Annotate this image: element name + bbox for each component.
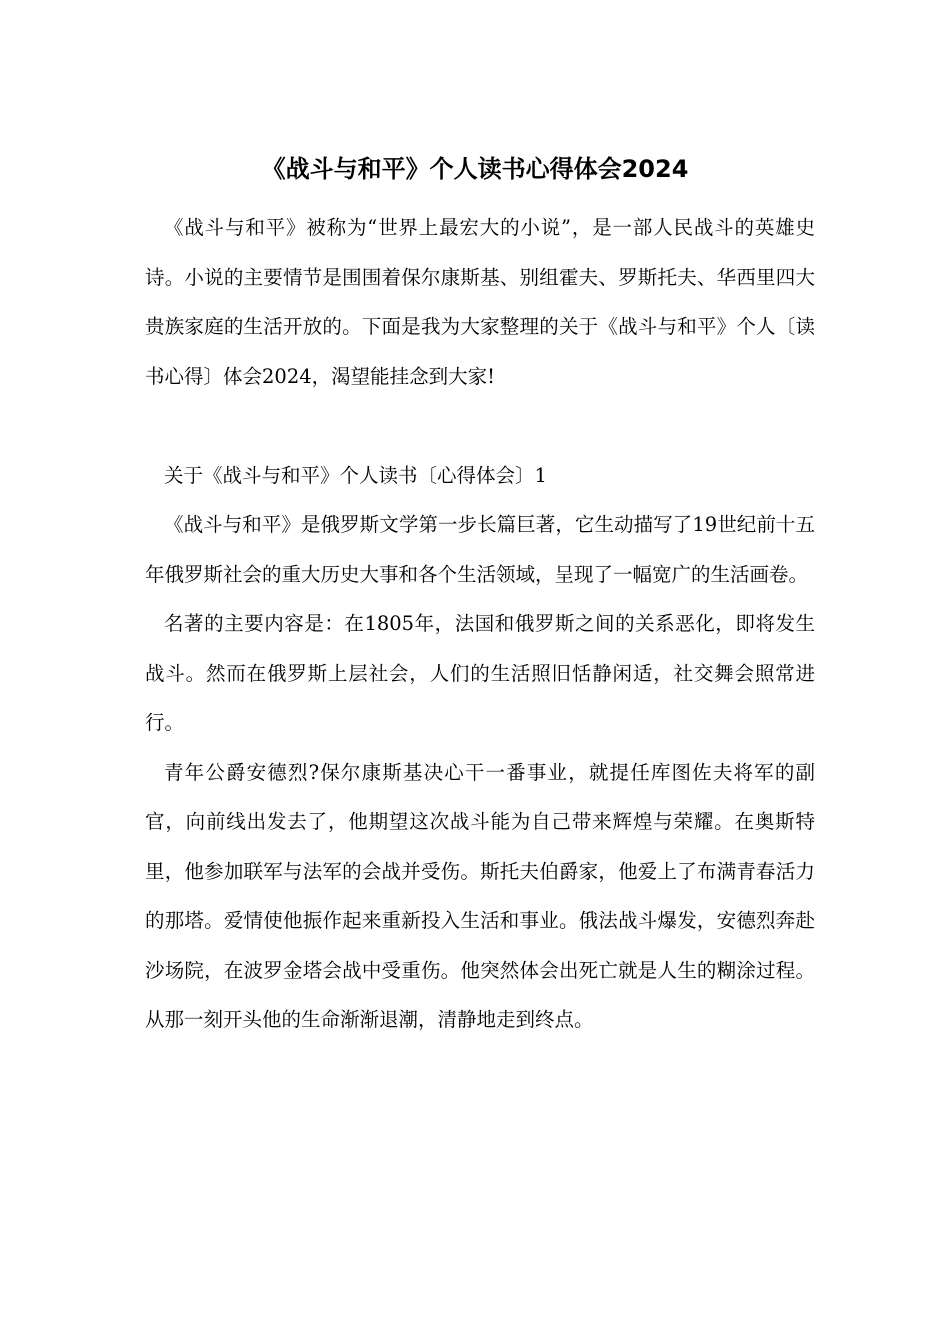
paragraph-spacer [145, 401, 815, 451]
intro-paragraph: 《战斗与和平》被称为“世界上最宏大的小说”，是一部人民战斗的英雄史诗。小说的主要情节是围围着保尔康斯基、别组霍夫、罗斯托夫、华西里四大贵族家庭的生活开放的。下面是我为大家整理的关于《战斗与和平》个人〔读书心得〕体会2024，渴望能挂念到大家! [145, 216, 815, 388]
section-heading: 关于《战斗与和平》个人读书〔心得体会〕1 [164, 463, 547, 487]
document-title: 《战斗与和平》个人读书心得体会2024 [261, 155, 689, 183]
document-body [145, 203, 815, 1045]
body-paragraph-3: 青年公爵安德烈?保尔康斯基决心干一番事业，就提任库图佐夫将军的副官，向前线出发去了，他期望这次战斗能为自己带来辉煌与荣耀。在奥斯特里，他参加联军与法军的会战并受伤。斯托夫伯爵家，他爱上了布满青春活力的那塔。爱情使他振作起来重新投入生活和事业。俄法战斗爆发，安德烈奔赴沙场院，在波罗金塔会战中受重伤。他突然体会出死亡就是人生的糊涂过程。从那一刻开头他的生命渐渐退潮，清静地走到终点。 [145, 760, 815, 1031]
body-paragraph-1: 《战斗与和平》是俄罗斯文学第一步长篇巨著，它生动描写了19世纪前十五年俄罗斯社会的重大历史大事和各个生活领域，呈现了一幅宽广的生活画卷。 [145, 513, 815, 586]
body-paragraph-2: 名著的主要内容是：在1805年，法国和俄罗斯之间的关系恶化，即将发生战斗。然而在俄罗斯上层社会，人们的生活照旧恬静闲适，社交舞会照常进行。 [145, 612, 815, 734]
